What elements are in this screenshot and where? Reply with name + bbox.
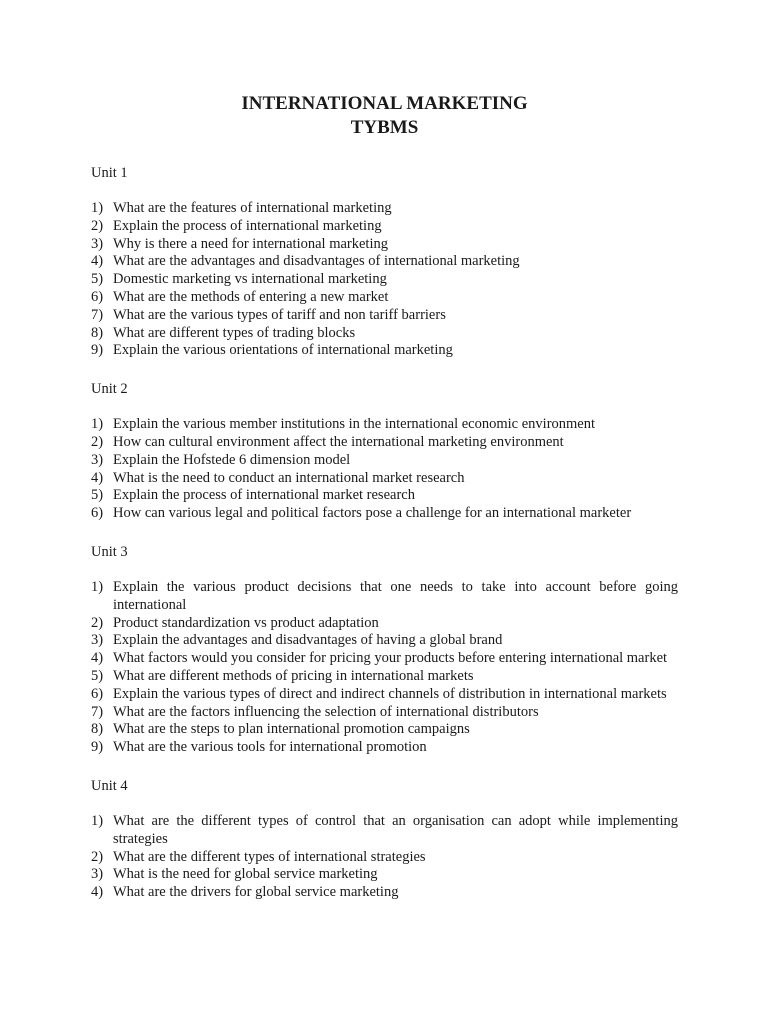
question-item [91, 579, 678, 615]
question-list [91, 200, 678, 360]
question-item [91, 650, 678, 668]
question-text: What is the need for global service marketing [113, 866, 378, 883]
question-item [91, 200, 678, 218]
question-number: 7) [91, 703, 104, 720]
question-text: Explain the process of international market research [113, 487, 415, 504]
question-number: 3) [91, 632, 104, 649]
question-list [91, 579, 678, 757]
question-item [91, 884, 678, 902]
question-item [91, 342, 678, 360]
unit-heading: Unit 2 [91, 381, 128, 398]
question-number: 3) [91, 866, 104, 883]
question-text: What is the need to conduct an international market research [113, 469, 465, 486]
question-text: Explain the various orientations of international marketing [113, 342, 453, 359]
document-subtitle: TYBMS [350, 117, 419, 138]
question-number: 9) [91, 739, 104, 756]
question-text: What are the different types of international strategies [113, 848, 426, 865]
question-item [91, 487, 678, 505]
question-item [91, 686, 678, 704]
question-text: How can various legal and political factors pose a challenge for an international marketer [113, 505, 632, 522]
question-number: 7) [91, 306, 104, 323]
question-item [91, 704, 678, 722]
question-number: 3) [91, 235, 104, 252]
question-text: What are different types of trading blocks [113, 324, 356, 341]
question-text: Explain the various types of direct and indirect channels of distribution in international markets [113, 685, 667, 702]
question-item [91, 218, 678, 236]
question-number: 5) [91, 487, 104, 504]
question-text: Explain the various member institutions in the international economic environment [113, 416, 596, 433]
unit-heading: Unit 1 [91, 165, 128, 181]
unit-section-3 [91, 543, 678, 757]
question-item [91, 253, 678, 271]
question-number: 2) [91, 848, 104, 865]
question-item [91, 289, 678, 307]
question-item [91, 470, 678, 488]
question-text: What are the factors influencing the selection of international distributors [113, 703, 539, 720]
question-number: 8) [91, 721, 104, 738]
question-text: Why is there a need for international marketing [113, 235, 388, 252]
question-item [91, 236, 678, 254]
unit-heading: Unit 3 [91, 543, 128, 560]
question-number: 4) [91, 469, 104, 486]
question-number: 1) [91, 416, 104, 433]
question-number: 8) [91, 324, 104, 341]
question-text: What are the drivers for global service marketing [113, 884, 399, 901]
question-text: Explain the various product decisions that one needs to take into account before going international [113, 578, 678, 613]
question-item [91, 849, 678, 867]
question-number: 9) [91, 342, 104, 359]
unit-section-4 [91, 777, 678, 902]
question-item [91, 434, 678, 452]
question-text: Product standardization vs product adaptation [113, 614, 379, 631]
question-list [91, 813, 678, 902]
units-container [91, 164, 678, 902]
question-item [91, 813, 678, 849]
question-list [91, 416, 678, 523]
question-number: 4) [91, 650, 104, 667]
question-item [91, 739, 678, 757]
document-title: INTERNATIONAL MARKETING [241, 93, 528, 114]
question-item [91, 866, 678, 884]
question-text: Explain the Hofstede 6 dimension model [113, 451, 351, 468]
question-number: 6) [91, 685, 104, 702]
question-text: What are the steps to plan international promotion campaigns [113, 721, 470, 738]
question-item [91, 505, 678, 523]
question-text: What are the methods of entering a new market [113, 288, 389, 305]
question-text: Domestic marketing vs international marketing [113, 271, 387, 288]
question-text: What are the various types of tariff and non tariff barriers [113, 306, 446, 323]
question-number: 1) [91, 200, 104, 216]
question-number: 2) [91, 433, 104, 450]
question-text: Explain the advantages and disadvantages of having a global brand [113, 632, 503, 649]
question-item [91, 632, 678, 650]
question-number: 2) [91, 217, 104, 234]
question-number: 1) [91, 812, 104, 829]
question-item [91, 325, 678, 343]
document-page [91, 92, 678, 902]
question-item [91, 307, 678, 325]
question-item [91, 416, 678, 434]
unit-section-2 [91, 380, 678, 523]
question-text: How can cultural environment affect the international marketing environment [113, 433, 564, 450]
question-item [91, 668, 678, 686]
question-item [91, 615, 678, 633]
unit-section-1 [91, 164, 678, 360]
question-item [91, 452, 678, 470]
question-text: Explain the process of international marketing [113, 217, 382, 234]
question-text: What are the features of international marketing [113, 200, 392, 216]
question-number: 6) [91, 505, 104, 522]
question-number: 5) [91, 271, 104, 288]
question-text: What are different methods of pricing in international markets [113, 667, 474, 684]
question-text: What factors would you consider for pricing your products before entering international market [113, 650, 668, 667]
question-number: 4) [91, 253, 104, 270]
question-text: What are the advantages and disadvantages of international marketing [113, 253, 520, 270]
question-number: 1) [91, 578, 104, 595]
question-number: 4) [91, 884, 104, 901]
question-number: 2) [91, 614, 104, 631]
question-number: 3) [91, 451, 104, 468]
question-number: 5) [91, 667, 104, 684]
question-item [91, 271, 678, 289]
unit-heading: Unit 4 [91, 777, 128, 794]
question-item [91, 721, 678, 739]
question-number: 6) [91, 288, 104, 305]
question-text: What are the different types of control that an organisation can adopt while implementing strategies [113, 812, 678, 847]
question-text: What are the various tools for international promotion [113, 739, 427, 756]
